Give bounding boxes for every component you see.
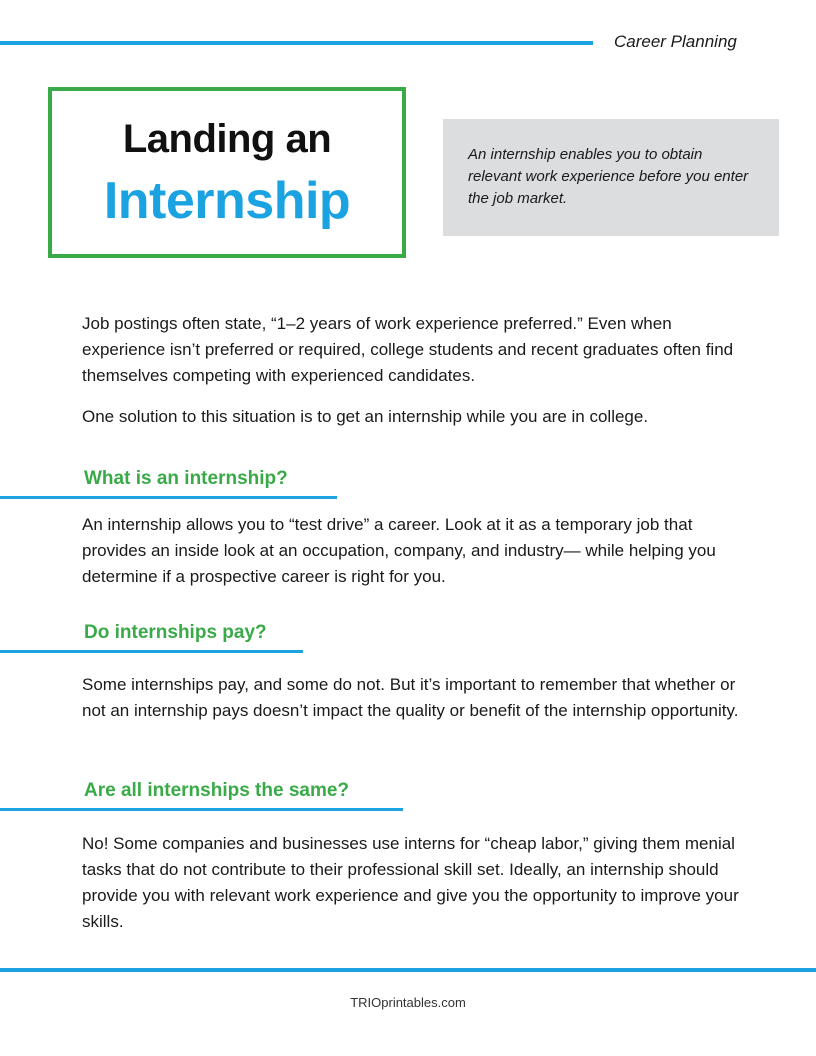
body-paragraph-2: One solution to this situation is to get an internship while you are in college. [82,407,649,426]
section-text-same: No! Some companies and businesses use interns for “cheap labor,” giving them menial tasks that do not contribute to their professional skill set. Ideally, an internship should provide you with relevant work experience and give you the opportunity to improve your skills. [82,834,739,931]
footer-rule [0,968,816,972]
header-rule [0,41,593,45]
section-heading-same: Are all internships the same? [84,780,350,801]
title-box [48,87,406,258]
section-rule-pay [0,650,303,653]
section-text-pay: Some internships pay, and some do not. But it’s important to remember that whether or not an internship pays doesn’t impact the quality or benefit of the internship opportunity. [82,675,739,720]
page-title-line2: Internship [103,172,351,230]
section-rule-same [0,808,403,811]
section-heading-what-is: What is an internship? [84,468,288,489]
section-text-what-is: An internship allows you to “test drive” a career. Look at it as a temporary job that provides an inside look at an occupation, company, and industry— while helping you determine if a prospective career is right for you. [82,515,716,586]
footer-site: TRIOprintables.com [350,995,466,1010]
intro-callout: An internship enables you to obtain relevant work experience before you enter the job market. [443,119,779,236]
page-title-line1: Landing an [122,117,332,161]
body-paragraph-1: Job postings often state, “1–2 years of work experience preferred.” Even when experience isn’t preferred or required, college students and recent graduates often find themselves competing with experienced candidates. [82,314,734,385]
section-rule-what-is [0,496,337,499]
section-heading-pay: Do internships pay? [84,622,267,643]
category-label: Career Planning [614,32,737,51]
